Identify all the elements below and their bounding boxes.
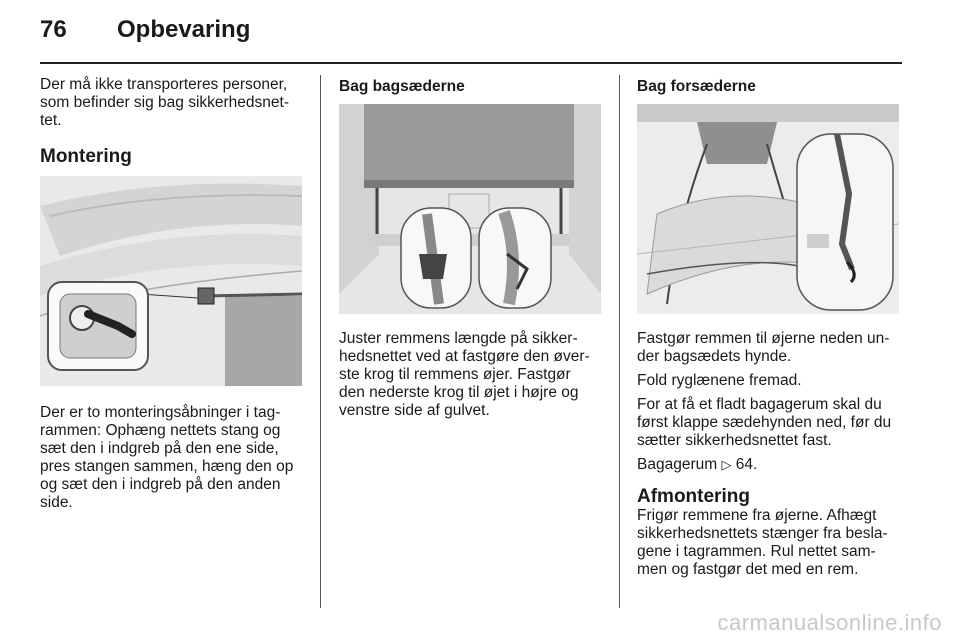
column-divider-1 [320, 75, 321, 608]
body-line: side. [40, 494, 73, 511]
heading-montering: Montering [40, 146, 132, 167]
watermark[interactable]: carmanualsonline.info [717, 610, 942, 635]
body-line: hedsnettet ved at fastgøre den øver- [339, 348, 590, 365]
body-line: sætter sikkerhedsnettet fast. [637, 432, 832, 449]
body-line: ste krog til remmens øjer. Fastgør [339, 366, 571, 383]
intro-line-1: Der må ikke transporteres personer, [40, 76, 288, 93]
body-line: For at få et fladt bagagerum skal du [637, 396, 882, 413]
afmontering-body [637, 507, 907, 579]
body-line: Juster remmens længde på sikker- [339, 330, 578, 347]
header-rule [40, 62, 902, 64]
cross-reference-text: Bagagerum [637, 456, 718, 473]
body-line: rammen: Ophæng nettets stang og [40, 422, 281, 439]
subheading-bag-forsaederne: Bag forsæderne [637, 78, 756, 95]
body-line: der bagsædets hynde. [637, 348, 792, 365]
body-line: den nederste krog til øjet i højre og [339, 384, 579, 401]
body-line: sæt den i indgreb på den ene side, [40, 440, 279, 457]
reference-arrow-icon: ▷ [721, 457, 732, 472]
body-line: gene i tagrammen. Rul nettet sam- [637, 543, 876, 560]
montering-body [40, 404, 310, 512]
column-divider-2 [619, 75, 620, 608]
intro-line-3: tet. [40, 112, 62, 129]
rear-seats-body [339, 330, 614, 420]
illustration-mounting [40, 176, 302, 386]
body-line: sikkerhedsnettets stænger fra besla- [637, 525, 888, 542]
body-line: pres stangen sammen, hæng den op [40, 458, 294, 475]
intro-line-2: som befinder sig bag sikkerhedsnet- [40, 94, 289, 111]
body-line: Fold ryglænene fremad. [637, 372, 802, 389]
body-line: men og fastgør det med en rem. [637, 561, 859, 578]
body-line: venstre side af gulvet. [339, 402, 490, 419]
illustration-rear-seats [339, 104, 601, 314]
body-line: Der er to monteringsåbninger i tag- [40, 404, 281, 421]
body-line: Fastgør remmen til øjerne neden un- [637, 330, 890, 347]
page-number: 76 [40, 16, 67, 43]
body-line: først klappe sædehynden ned, før du [637, 414, 892, 431]
page-title: Opbevaring [117, 16, 251, 43]
column-1 [40, 76, 310, 130]
body-line: Frigør remmene fra øjerne. Afhægt [637, 507, 877, 524]
cross-reference-page[interactable]: 64. [735, 456, 758, 473]
heading-afmontering: Afmontering [637, 486, 750, 507]
subheading-bag-bagsaederne: Bag bagsæderne [339, 78, 465, 95]
illustration-front-seats [637, 104, 899, 314]
front-seats-body [637, 330, 907, 474]
body-line: og sæt den i indgreb på den anden [40, 476, 281, 493]
cross-reference [637, 456, 907, 474]
